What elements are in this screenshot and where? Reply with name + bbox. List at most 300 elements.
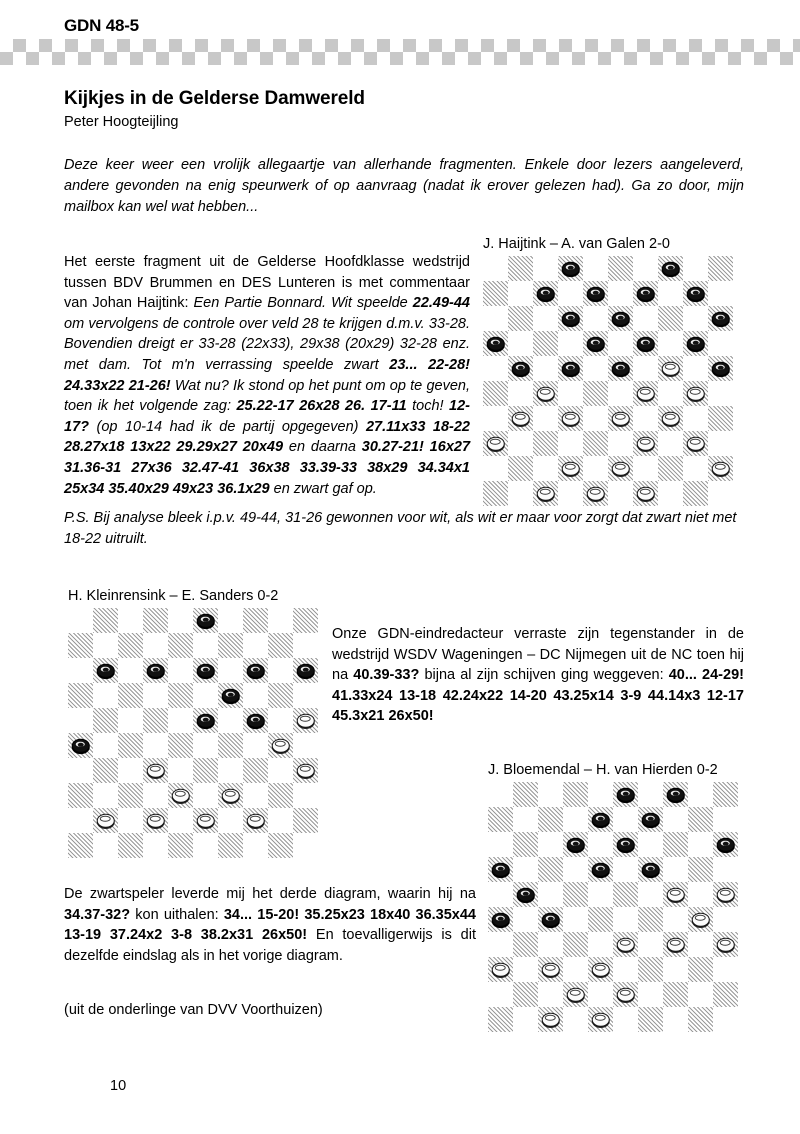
black-piece xyxy=(616,787,635,802)
board-square-light xyxy=(218,708,243,733)
black-piece xyxy=(561,361,580,376)
board-square-light xyxy=(588,932,613,957)
white-piece xyxy=(246,813,265,828)
board-square-dark xyxy=(218,733,243,758)
board-square-light xyxy=(708,431,733,456)
board-square-light xyxy=(93,833,118,858)
board-square-dark xyxy=(143,708,168,733)
paragraph-second-fragment xyxy=(332,624,744,727)
board-square-dark xyxy=(483,281,508,306)
board-square-dark xyxy=(583,431,608,456)
move-notation: 12-17? xyxy=(64,398,470,435)
board-square-light xyxy=(243,633,268,658)
board-square-light xyxy=(168,708,193,733)
text-run-italic: Wat nu? Ik stond op het punt om op te geven, toen ik het volgende zag: xyxy=(64,377,470,415)
board-square-dark xyxy=(558,356,583,381)
white-piece xyxy=(541,962,560,977)
board-square-light xyxy=(583,256,608,281)
board-square-light xyxy=(68,608,93,633)
board-square-light xyxy=(533,356,558,381)
board-square-dark xyxy=(168,733,193,758)
board-square-dark xyxy=(538,1007,563,1032)
board-square-light xyxy=(658,331,683,356)
black-piece xyxy=(586,286,605,301)
white-piece xyxy=(661,361,680,376)
board-square-dark xyxy=(708,406,733,431)
white-piece xyxy=(716,887,735,902)
board-square-light xyxy=(488,832,513,857)
board-square-dark xyxy=(683,481,708,506)
paragraph-third-fragment xyxy=(64,884,476,966)
black-piece xyxy=(611,311,630,326)
board-square-light xyxy=(143,733,168,758)
board-square-light xyxy=(268,608,293,633)
board-square-light xyxy=(563,1007,588,1032)
board-square-light xyxy=(663,957,688,982)
black-piece xyxy=(221,688,240,703)
white-piece xyxy=(491,962,510,977)
board-square-dark xyxy=(243,658,268,683)
black-piece xyxy=(561,311,580,326)
white-piece xyxy=(146,813,165,828)
board-square-dark xyxy=(508,406,533,431)
board-square-dark xyxy=(533,481,558,506)
board-square-light xyxy=(193,833,218,858)
board-square-light xyxy=(688,982,713,1007)
black-piece xyxy=(636,286,655,301)
board-square-light xyxy=(218,658,243,683)
board-square-dark xyxy=(513,832,538,857)
board-square-dark xyxy=(583,281,608,306)
board-square-light xyxy=(558,481,583,506)
article-intro: Deze keer weer een vrolijk allegaartje van allerhande fragmenten. Enkele door lezers aangeleverd, andere gevonden na enig speurwerk of op aanvraag (nadat ik erover gelezen had). Ga zo door, mijn mailbox kan wel wat hebben... xyxy=(64,157,744,215)
board-square-dark xyxy=(583,331,608,356)
black-piece xyxy=(146,663,165,678)
board-square-light xyxy=(118,608,143,633)
board-square-dark xyxy=(143,658,168,683)
board-square-light xyxy=(293,633,318,658)
board-square-light xyxy=(683,406,708,431)
board-square-dark xyxy=(268,733,293,758)
black-piece xyxy=(536,286,555,301)
board-square-dark xyxy=(268,683,293,708)
white-piece xyxy=(536,486,555,501)
board-square-dark xyxy=(558,256,583,281)
board-square-dark xyxy=(563,782,588,807)
board-square-dark xyxy=(193,708,218,733)
white-piece xyxy=(686,386,705,401)
board-square-light xyxy=(513,907,538,932)
board-square-light xyxy=(293,783,318,808)
board-square-light xyxy=(608,331,633,356)
board-square-dark xyxy=(533,431,558,456)
draughts-board xyxy=(483,256,733,506)
board-square-light xyxy=(538,832,563,857)
board-square-dark xyxy=(488,857,513,882)
board-square-light xyxy=(713,957,738,982)
board-square-light xyxy=(68,658,93,683)
board-square-light xyxy=(118,658,143,683)
board-square-dark xyxy=(633,281,658,306)
board-square-light xyxy=(243,833,268,858)
board-square-light xyxy=(483,456,508,481)
move-notation: 25.22-17 26x28 26. 17-11 xyxy=(236,398,407,415)
board-square-dark xyxy=(608,306,633,331)
board-square-light xyxy=(533,256,558,281)
white-piece xyxy=(686,436,705,451)
board-square-dark xyxy=(483,331,508,356)
black-piece xyxy=(611,361,630,376)
board-square-dark xyxy=(613,932,638,957)
board-square-light xyxy=(118,808,143,833)
black-piece xyxy=(196,663,215,678)
white-piece xyxy=(666,887,685,902)
board-square-dark xyxy=(708,456,733,481)
board-square-light xyxy=(533,306,558,331)
black-piece xyxy=(666,787,685,802)
board-square-dark xyxy=(563,932,588,957)
text-run-italic: (op 10-14 had ik de partij opgegeven) xyxy=(89,418,366,435)
board-square-light xyxy=(488,782,513,807)
black-piece xyxy=(616,837,635,852)
white-piece xyxy=(636,386,655,401)
board-square-dark xyxy=(658,256,683,281)
board-square-light xyxy=(143,683,168,708)
white-piece xyxy=(586,486,605,501)
article-title: Kijkjes in de Gelderse Damwereld xyxy=(64,88,365,109)
board-square-light xyxy=(68,758,93,783)
board-square-light xyxy=(193,683,218,708)
board-square-light xyxy=(708,381,733,406)
board-square-dark xyxy=(93,808,118,833)
board-square-light xyxy=(563,857,588,882)
board-square-dark xyxy=(663,832,688,857)
board-square-dark xyxy=(558,456,583,481)
text-run-italic: om vervolgens de controle over veld 28 te krijgen d.m.v. 33-28. Bovendien dreigt er 33-28 (22x33), 29x38 (20x29) 32-28 enz. met dam. Tot m'n verrassing speelde zwart xyxy=(64,315,470,373)
board-square-dark xyxy=(508,456,533,481)
black-piece xyxy=(491,912,510,927)
page-header-title: GDN 48-5 xyxy=(64,16,139,35)
black-piece xyxy=(486,336,505,351)
board-square-light xyxy=(713,1007,738,1032)
board-square-dark xyxy=(218,683,243,708)
board-square-dark xyxy=(68,733,93,758)
board-square-dark xyxy=(658,356,683,381)
black-piece xyxy=(566,837,585,852)
board-square-light xyxy=(508,281,533,306)
board-square-dark xyxy=(608,256,633,281)
board-square-light xyxy=(93,683,118,708)
board-square-light xyxy=(638,782,663,807)
board-square-light xyxy=(608,281,633,306)
board-square-light xyxy=(683,356,708,381)
board-square-dark xyxy=(118,833,143,858)
text-run: De zwartspeler leverde mij het derde diagram, waarin hij na xyxy=(64,886,476,902)
board-square-dark xyxy=(168,683,193,708)
board-square-light xyxy=(243,733,268,758)
board-square-dark xyxy=(143,608,168,633)
text-run: En toevalligerwijs is dit dezelfde eindslag als in het vorige diagram. xyxy=(64,927,476,964)
black-piece xyxy=(71,738,90,753)
board-square-dark xyxy=(68,833,93,858)
black-piece xyxy=(516,887,535,902)
board-square-dark xyxy=(193,808,218,833)
board-square-light xyxy=(583,456,608,481)
board-square-dark xyxy=(483,431,508,456)
board-square-light xyxy=(118,758,143,783)
board-square-light xyxy=(583,356,608,381)
black-piece xyxy=(561,261,580,276)
board-square-light xyxy=(143,833,168,858)
board-square-dark xyxy=(663,932,688,957)
diagram-caption: H. Kleinrensink – E. Sanders 0-2 xyxy=(68,588,279,604)
black-piece xyxy=(661,261,680,276)
board-square-dark xyxy=(683,381,708,406)
board-square-light xyxy=(168,608,193,633)
black-piece xyxy=(246,713,265,728)
page-number: 10 xyxy=(110,1078,127,1094)
board-square-dark xyxy=(688,807,713,832)
black-piece xyxy=(686,336,705,351)
board-square-light xyxy=(563,957,588,982)
board-square-light xyxy=(533,406,558,431)
board-square-dark xyxy=(513,882,538,907)
board-square-dark xyxy=(218,633,243,658)
white-piece xyxy=(561,411,580,426)
board-square-dark xyxy=(93,758,118,783)
board-square-light xyxy=(558,281,583,306)
board-square-dark xyxy=(563,882,588,907)
text-run-italic: en daarna xyxy=(283,439,362,456)
board-square-dark xyxy=(508,356,533,381)
board-square-dark xyxy=(608,356,633,381)
board-square-dark xyxy=(583,481,608,506)
board-square-dark xyxy=(658,456,683,481)
white-piece xyxy=(541,1012,560,1027)
board-square-dark xyxy=(558,306,583,331)
white-piece xyxy=(591,1012,610,1027)
board-square-dark xyxy=(513,782,538,807)
white-piece xyxy=(711,461,730,476)
postscript-text: P.S. Bij analyse bleek i.p.v. 49-44, 31-26 gewonnen voor wit, als wit er maar voor zorgt dat zwart niet met 18-22 uitruilt. xyxy=(64,510,737,547)
board-square-dark xyxy=(538,907,563,932)
paragraph-first-fragment-tail xyxy=(64,508,744,550)
draughts-board xyxy=(488,782,738,1032)
black-piece xyxy=(586,336,605,351)
board-square-light xyxy=(663,1007,688,1032)
white-piece xyxy=(591,962,610,977)
board-square-dark xyxy=(243,708,268,733)
board-square-dark xyxy=(638,907,663,932)
board-square-light xyxy=(658,381,683,406)
board-square-dark xyxy=(538,807,563,832)
board-square-dark xyxy=(68,783,93,808)
black-piece xyxy=(636,336,655,351)
board-square-dark xyxy=(638,857,663,882)
board-square-dark xyxy=(118,783,143,808)
board-square-light xyxy=(558,381,583,406)
board-square-dark xyxy=(118,733,143,758)
text-run-italic: Een Partie Bonnard. Wit speelde xyxy=(193,295,413,312)
board-square-dark xyxy=(538,857,563,882)
board-square-light xyxy=(633,456,658,481)
text-run: Het eerste fragment uit de Gelderse Hoofdklasse wedstrijd tussen BDV Brummen en DES Lunteren is met commentaar van Johan Haijtink: xyxy=(64,254,470,312)
board-square-dark xyxy=(663,982,688,1007)
checkerboard-band-decoration xyxy=(0,39,800,65)
board-square-light xyxy=(268,658,293,683)
board-square-dark xyxy=(583,381,608,406)
diagram-bloemendal-van-hierden xyxy=(488,762,740,1032)
move-notation: 34.37-32? xyxy=(64,906,131,923)
board-square-light xyxy=(488,982,513,1007)
white-piece xyxy=(636,436,655,451)
board-square-light xyxy=(588,832,613,857)
move-notation: 40... 24-29! 41.33x24 13-18 42.24x22 14-20 43.25x14 3-9 44.14x3 12-17 45.3x21 26x50! xyxy=(332,667,744,725)
board-square-dark xyxy=(168,633,193,658)
board-square-light xyxy=(193,733,218,758)
board-square-light xyxy=(633,406,658,431)
board-square-light xyxy=(588,882,613,907)
board-square-light xyxy=(638,982,663,1007)
board-square-dark xyxy=(688,857,713,882)
move-notation: 23... 22-28! 24.33x22 21-26! xyxy=(64,356,470,394)
black-piece xyxy=(196,713,215,728)
draughts-board xyxy=(68,608,318,858)
board-square-light xyxy=(538,932,563,957)
board-square-dark xyxy=(268,833,293,858)
board-square-dark xyxy=(193,758,218,783)
board-square-light xyxy=(588,982,613,1007)
board-square-dark xyxy=(118,683,143,708)
black-piece xyxy=(491,862,510,877)
board-square-dark xyxy=(608,406,633,431)
diagram-kleinrensink-sanders xyxy=(68,588,320,858)
board-square-dark xyxy=(708,306,733,331)
board-square-dark xyxy=(688,957,713,982)
board-square-light xyxy=(708,281,733,306)
white-piece xyxy=(536,386,555,401)
paragraph-first-fragment xyxy=(64,252,470,499)
board-square-light xyxy=(663,907,688,932)
board-square-light xyxy=(608,481,633,506)
board-square-light xyxy=(688,932,713,957)
board-square-light xyxy=(558,331,583,356)
white-piece xyxy=(271,738,290,753)
board-square-dark xyxy=(488,907,513,932)
board-square-dark xyxy=(533,331,558,356)
board-square-light xyxy=(608,381,633,406)
board-square-dark xyxy=(533,281,558,306)
board-square-dark xyxy=(613,982,638,1007)
white-piece xyxy=(561,461,580,476)
board-square-dark xyxy=(638,957,663,982)
board-square-dark xyxy=(193,658,218,683)
black-piece xyxy=(541,912,560,927)
board-square-light xyxy=(613,1007,638,1032)
white-piece xyxy=(96,813,115,828)
board-square-light xyxy=(588,782,613,807)
black-piece xyxy=(196,613,215,628)
board-square-light xyxy=(638,932,663,957)
board-square-dark xyxy=(93,658,118,683)
text-run: Onze GDN-eindredacteur verraste zijn tegenstander in de wedstrijd WSDV Wageningen – DC Nijmegen uit de NC toen hij na xyxy=(332,626,744,684)
white-piece xyxy=(296,763,315,778)
board-square-dark xyxy=(563,832,588,857)
board-square-light xyxy=(168,808,193,833)
board-square-dark xyxy=(588,907,613,932)
white-piece xyxy=(486,436,505,451)
board-square-dark xyxy=(658,306,683,331)
board-square-light xyxy=(638,832,663,857)
board-square-dark xyxy=(488,1007,513,1032)
board-square-dark xyxy=(708,356,733,381)
board-square-light xyxy=(633,356,658,381)
white-piece xyxy=(616,987,635,1002)
board-square-light xyxy=(513,857,538,882)
board-square-light xyxy=(143,633,168,658)
board-square-light xyxy=(583,306,608,331)
board-square-light xyxy=(293,733,318,758)
board-square-dark xyxy=(293,758,318,783)
board-square-light xyxy=(488,882,513,907)
board-square-light xyxy=(708,331,733,356)
board-square-light xyxy=(513,957,538,982)
board-square-dark xyxy=(293,808,318,833)
board-square-light xyxy=(93,733,118,758)
board-square-light xyxy=(508,381,533,406)
white-piece xyxy=(146,763,165,778)
black-piece xyxy=(711,361,730,376)
board-square-light xyxy=(583,406,608,431)
board-square-light xyxy=(483,306,508,331)
black-piece xyxy=(641,812,660,827)
board-square-light xyxy=(293,833,318,858)
move-notation: 40.39-33? xyxy=(353,667,420,684)
board-square-light xyxy=(613,907,638,932)
board-square-dark xyxy=(293,708,318,733)
board-square-light xyxy=(168,758,193,783)
board-square-dark xyxy=(713,832,738,857)
board-square-light xyxy=(633,306,658,331)
board-square-light xyxy=(93,783,118,808)
board-square-light xyxy=(218,808,243,833)
diagram-caption: J. Haijtink – A. van Galen 2-0 xyxy=(483,236,670,252)
board-square-dark xyxy=(588,1007,613,1032)
board-square-dark xyxy=(243,758,268,783)
board-square-light xyxy=(633,256,658,281)
board-square-light xyxy=(683,456,708,481)
white-piece xyxy=(221,788,240,803)
board-square-light xyxy=(688,782,713,807)
board-square-light xyxy=(563,807,588,832)
move-notation: 30.27-21! 16x27 31.36-31 27x36 32.47-41 36x38 33.39-33 38x29 34.34x1 25x34 35.40x29 49x23 36.1x29 xyxy=(64,439,471,497)
board-square-dark xyxy=(663,882,688,907)
white-piece xyxy=(511,411,530,426)
diagram-haijtink-van-galen xyxy=(483,236,735,506)
board-square-light xyxy=(708,481,733,506)
board-square-dark xyxy=(143,758,168,783)
text-run-italic: toch! xyxy=(406,398,450,415)
board-square-dark xyxy=(608,456,633,481)
board-square-dark xyxy=(588,957,613,982)
board-square-dark xyxy=(683,431,708,456)
board-square-dark xyxy=(168,783,193,808)
board-square-dark xyxy=(93,608,118,633)
board-square-dark xyxy=(533,381,558,406)
board-square-light xyxy=(243,683,268,708)
board-square-light xyxy=(193,633,218,658)
board-square-light xyxy=(688,832,713,857)
